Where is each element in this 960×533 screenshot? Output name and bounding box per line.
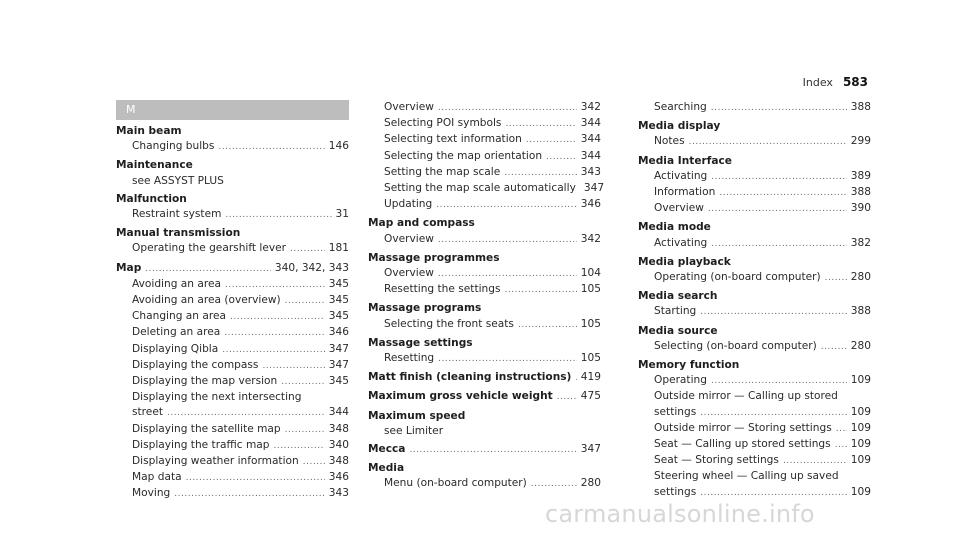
index-subentry	[638, 373, 871, 389]
dot-leader	[526, 133, 577, 148]
page-reference[interactable]: 346	[580, 198, 601, 211]
subentry-text: Searching	[654, 101, 707, 113]
subentry-text: Selecting the front seats	[384, 317, 514, 330]
index-subentry	[638, 453, 871, 469]
index-term-line	[368, 461, 601, 476]
subentry-text: Outside mirror — Calling up stored	[654, 390, 838, 403]
index-subentry	[116, 325, 349, 341]
subentry-text: Avoiding an area (overview)	[132, 294, 281, 307]
index-subentry	[368, 181, 605, 197]
index-entry	[116, 124, 349, 155]
index-subentry	[368, 197, 601, 213]
dot-leader	[708, 202, 847, 217]
page-reference[interactable]: 344	[580, 149, 601, 162]
index-entry	[368, 301, 601, 332]
index-term: Media search	[638, 290, 718, 303]
page-reference[interactable]: 347	[580, 443, 601, 456]
index-entry	[116, 261, 349, 503]
page-reference[interactable]: 345	[328, 294, 349, 307]
subentry-text: Displaying weather information	[132, 455, 299, 468]
dot-leader	[436, 198, 577, 213]
index-subentry	[638, 485, 871, 501]
page-reference[interactable]: 342	[580, 101, 601, 113]
index-entry	[638, 289, 871, 320]
index-entry	[638, 358, 871, 501]
subentry-text: see ASSYST PLUS	[132, 174, 224, 187]
index-term-line	[368, 442, 601, 458]
index-subentry	[638, 270, 871, 286]
index-entry	[638, 255, 871, 286]
index-subentry	[368, 116, 601, 132]
index-term: Massage programs	[368, 302, 482, 315]
index-column-1	[116, 100, 349, 503]
subentry-text: Selecting text information	[384, 133, 522, 146]
index-entry	[368, 216, 601, 247]
subentry-text: Displaying the satellite map	[132, 422, 281, 435]
page-reference[interactable]: 340	[328, 438, 349, 451]
subentry-text: Notes	[654, 135, 685, 148]
page-reference[interactable]: 280	[850, 271, 871, 284]
dot-leader	[409, 443, 576, 458]
index-term: Manual transmission	[116, 227, 241, 240]
index-term-line	[368, 216, 601, 231]
dot-leader	[438, 233, 577, 248]
index-term: Malfunction	[116, 192, 187, 205]
index-subentry	[116, 390, 349, 405]
page-reference[interactable]: 109	[850, 405, 871, 418]
page-reference[interactable]: 343	[580, 165, 601, 178]
page-header	[803, 75, 868, 89]
index-entry	[368, 251, 601, 299]
index-term: Maintenance	[116, 159, 193, 172]
page-reference[interactable]: 388	[850, 186, 871, 199]
index-subentry	[638, 437, 871, 453]
index-subentry	[368, 132, 601, 148]
page-reference[interactable]: 340, 342, 343	[274, 261, 349, 274]
dot-leader	[825, 271, 847, 286]
page-reference[interactable]: 345	[328, 277, 349, 290]
dot-leader	[274, 439, 325, 454]
page-reference[interactable]: 299	[850, 135, 871, 148]
subentry-text: Information	[654, 186, 716, 199]
index-term: Mecca	[368, 443, 406, 456]
page-reference[interactable]: 109	[850, 485, 871, 498]
subentry-text: Displaying the next intersecting	[132, 391, 302, 404]
index-term: Massage settings	[368, 336, 473, 349]
dot-leader	[218, 140, 324, 155]
dot-leader	[222, 343, 325, 358]
subentry-text: Displaying the compass	[132, 358, 259, 371]
index-subentry	[638, 185, 871, 201]
index-subentry	[638, 389, 871, 404]
page-reference[interactable]: 31	[335, 208, 349, 221]
subentry-text: Restraint system	[132, 208, 222, 221]
dot-leader	[700, 486, 847, 501]
index-entry	[638, 220, 871, 251]
page-reference[interactable]: 348	[328, 422, 349, 435]
subentry-text: Updating	[384, 198, 433, 211]
subentry-text: Outside mirror — Storing settings	[654, 421, 832, 434]
subentry-text: Overview	[654, 202, 704, 215]
page-reference[interactable]: 344	[328, 406, 349, 419]
index-term: Map	[116, 261, 142, 274]
page-reference[interactable]: 104	[580, 267, 601, 280]
page-reference[interactable]: 109	[850, 374, 871, 387]
dot-leader	[281, 375, 325, 390]
subentry-text: Overview	[384, 101, 434, 113]
page-reference[interactable]: 475	[580, 390, 601, 403]
page-reference[interactable]: 105	[580, 283, 601, 296]
dot-leader	[836, 422, 847, 437]
index-subentry	[368, 165, 601, 181]
page-reference[interactable]: 346	[328, 471, 349, 484]
index-entry	[116, 158, 349, 188]
index-entry	[368, 336, 601, 367]
dot-leader	[262, 359, 324, 374]
index-term: Memory function	[638, 359, 740, 372]
dot-leader	[711, 170, 846, 185]
page-reference[interactable]: 280	[580, 477, 601, 490]
index-subentry	[368, 351, 601, 367]
subentry-text: Moving	[132, 487, 171, 500]
subentry-text: Activating	[654, 236, 708, 249]
index-subentry	[368, 476, 601, 492]
index-entry	[638, 119, 871, 150]
dot-leader	[557, 390, 577, 405]
subentry-text: settings	[654, 485, 697, 498]
index-term: Media mode	[638, 221, 711, 234]
index-term: Massage programmes	[368, 251, 500, 264]
watermark: carmanualsonline.info	[545, 500, 815, 528]
index-term-line	[638, 324, 871, 339]
index-term-line	[368, 370, 601, 386]
subentry-text: Seat — Calling up stored settings	[654, 438, 831, 451]
dot-leader	[285, 294, 325, 309]
subentry-text: see Limiter	[384, 424, 444, 437]
index-entry	[638, 324, 871, 355]
dot-leader	[504, 166, 577, 181]
page-reference[interactable]: 342	[580, 232, 601, 245]
dot-leader	[518, 318, 577, 333]
dot-leader	[700, 305, 847, 320]
subentry-text: Selecting the map orientation	[384, 149, 543, 162]
subentry-text: Changing an area	[132, 310, 226, 323]
dot-leader	[174, 487, 324, 502]
page-number: 583	[842, 75, 868, 89]
index-term: Maximum gross vehicle weight	[368, 390, 553, 403]
page-reference[interactable]: 346	[328, 326, 349, 339]
subentry-text: Menu (on-board computer)	[384, 477, 527, 490]
page-reference[interactable]: 382	[850, 236, 871, 249]
index-term: Media display	[638, 120, 721, 133]
page-reference[interactable]: 280	[850, 339, 871, 352]
subentry-text: Deleting an area	[132, 326, 221, 339]
index-subentry	[116, 174, 349, 189]
index-subentry	[638, 169, 871, 185]
index-entry	[368, 389, 601, 405]
dot-leader	[700, 406, 847, 421]
index-subentry	[368, 282, 601, 298]
dot-leader	[711, 237, 846, 252]
page-reference[interactable]: 388	[850, 101, 871, 113]
index-subentry	[638, 405, 871, 421]
subentry-text: Changing bulbs	[132, 140, 215, 153]
dot-leader	[290, 242, 325, 257]
subentry-text: Overview	[384, 267, 434, 280]
subentry-text: Displaying the map version	[132, 375, 278, 388]
dot-leader	[438, 267, 577, 282]
index-term: Matt finish (cleaning instructions)	[368, 371, 572, 384]
index-subentry	[116, 309, 349, 325]
index-term: Media	[368, 462, 405, 475]
subentry-text: Operating (on-board computer)	[654, 271, 821, 284]
index-term-line	[116, 124, 349, 139]
index-subentry	[116, 342, 349, 358]
page-reference[interactable]: 109	[850, 421, 871, 434]
index-subentry	[116, 486, 349, 502]
subentry-text: Operating	[654, 374, 707, 387]
page-reference[interactable]: 347	[583, 182, 605, 195]
index-term-line	[638, 119, 871, 134]
index-term-line	[116, 226, 349, 241]
dot-leader	[230, 310, 325, 325]
index-subentry	[116, 358, 349, 374]
subentry-text: Map data	[132, 471, 182, 484]
index-entry	[368, 370, 601, 386]
index-subentry	[368, 424, 601, 439]
index-term-line	[638, 358, 871, 373]
dot-leader	[711, 101, 847, 116]
page-reference[interactable]: 181	[328, 242, 349, 255]
page-reference[interactable]: 105	[580, 352, 601, 365]
index-term-line	[368, 336, 601, 351]
index-entry	[116, 226, 349, 257]
index-term: Main beam	[116, 125, 182, 137]
index-subentry	[638, 201, 871, 217]
subentry-text: Resetting the settings	[384, 283, 501, 296]
index-subentry	[638, 469, 871, 484]
index-entry	[116, 192, 349, 223]
page-reference[interactable]: 146	[328, 140, 349, 153]
index-column-3	[638, 100, 871, 501]
index-entry	[368, 100, 605, 213]
page-reference[interactable]: 419	[580, 371, 601, 384]
index-letter-heading: M	[116, 100, 349, 120]
index-entry	[368, 442, 601, 458]
subentry-text: Seat — Storing settings	[654, 454, 779, 467]
page-reference[interactable]: 345	[328, 375, 349, 388]
dot-leader	[285, 423, 325, 438]
index-subentry	[116, 207, 349, 223]
index-subentry	[638, 339, 871, 355]
dot-leader	[546, 150, 577, 165]
index-term-line	[116, 192, 349, 207]
page-reference[interactable]: 109	[850, 438, 871, 451]
page-reference[interactable]: 390	[850, 202, 871, 215]
subentry-text: Activating	[654, 169, 708, 182]
page-reference[interactable]: 105	[580, 317, 601, 330]
dot-leader	[835, 438, 847, 453]
dot-leader	[303, 455, 325, 470]
index-term-line	[368, 409, 601, 424]
dot-leader	[505, 117, 576, 132]
index-subentry	[368, 317, 601, 333]
dot-leader	[575, 371, 576, 386]
subentry-text: street	[132, 406, 163, 419]
subentry-text: Displaying the traffic map	[132, 438, 270, 451]
index-term: Media playback	[638, 255, 731, 268]
index-subentry	[116, 241, 349, 257]
index-term-line	[368, 301, 601, 316]
index-term-line	[638, 289, 871, 304]
dot-leader	[711, 374, 847, 389]
index-term: Maximum speed	[368, 409, 466, 422]
dot-leader	[225, 208, 331, 223]
subentry-text: Avoiding an area	[132, 277, 221, 290]
index-term-line	[638, 220, 871, 235]
index-subentry	[116, 470, 349, 486]
dot-leader	[167, 406, 325, 421]
dot-leader	[531, 477, 577, 492]
index-term-line	[368, 251, 601, 266]
index-subentry	[116, 438, 349, 454]
index-subentry	[368, 232, 601, 248]
page-reference[interactable]: 344	[580, 133, 601, 146]
index-entry	[638, 100, 871, 116]
index-term-line	[116, 261, 349, 277]
index-term-line	[638, 154, 871, 169]
page-reference[interactable]: 344	[580, 117, 601, 130]
index-subentry	[638, 304, 871, 320]
subentry-text: settings	[654, 405, 697, 418]
index-term-line	[116, 158, 349, 173]
dot-leader	[145, 262, 271, 277]
index-subentry	[638, 236, 871, 252]
index-entry	[368, 461, 601, 492]
subentry-text: Resetting	[384, 352, 435, 365]
index-column-2	[368, 100, 605, 493]
index-subentry	[116, 374, 349, 390]
index-subentry	[116, 422, 349, 438]
index-term: Media source	[638, 324, 718, 337]
index-subentry	[638, 421, 871, 437]
index-entry	[638, 154, 871, 218]
index-term: Map and compass	[368, 217, 475, 230]
page-reference[interactable]: 109	[850, 454, 871, 467]
index-subentry	[368, 266, 601, 282]
index-term-line	[638, 255, 871, 270]
dot-leader	[505, 283, 577, 298]
subentry-text: Displaying Qibla	[132, 342, 219, 355]
index-subentry	[116, 293, 349, 309]
dot-leader	[438, 101, 577, 116]
subentry-text: Steering wheel — Calling up saved	[654, 470, 839, 483]
page-reference[interactable]: 347	[328, 358, 349, 371]
header-title: Index	[802, 76, 833, 89]
index-term: Media Interface	[638, 154, 732, 167]
subentry-text: Setting the map scale automatically	[384, 182, 576, 195]
page-reference[interactable]: 347	[328, 342, 349, 355]
index-subentry	[368, 149, 601, 165]
index-term-line	[368, 389, 601, 405]
page-reference[interactable]: 389	[850, 169, 871, 182]
dot-leader	[186, 471, 325, 486]
dot-leader	[438, 352, 577, 367]
subentry-text: Starting	[654, 305, 697, 318]
index-subentry	[116, 139, 349, 155]
index-subentry	[116, 277, 349, 293]
index-subentry	[368, 100, 601, 116]
subentry-text: Overview	[384, 232, 434, 245]
dot-leader	[821, 340, 847, 355]
index-subentry	[116, 405, 349, 421]
subentry-text: Selecting (on-board computer)	[654, 339, 817, 352]
dot-leader	[689, 135, 847, 150]
index-entry	[368, 409, 601, 439]
subentry-text: Operating the gearshift lever	[132, 242, 287, 255]
page-reference[interactable]: 348	[328, 455, 349, 468]
page-reference[interactable]: 343	[328, 487, 349, 500]
dot-leader	[719, 186, 846, 201]
dot-leader	[224, 326, 325, 341]
subentry-text: Selecting POI symbols	[384, 117, 502, 130]
index-subentry	[638, 134, 871, 150]
page-reference[interactable]: 345	[328, 310, 349, 323]
page-reference[interactable]: 388	[850, 305, 871, 318]
index-subentry	[638, 100, 871, 116]
dot-leader	[783, 454, 847, 469]
dot-leader	[225, 278, 325, 293]
subentry-text: Setting the map scale	[384, 165, 501, 178]
index-subentry	[116, 454, 349, 470]
